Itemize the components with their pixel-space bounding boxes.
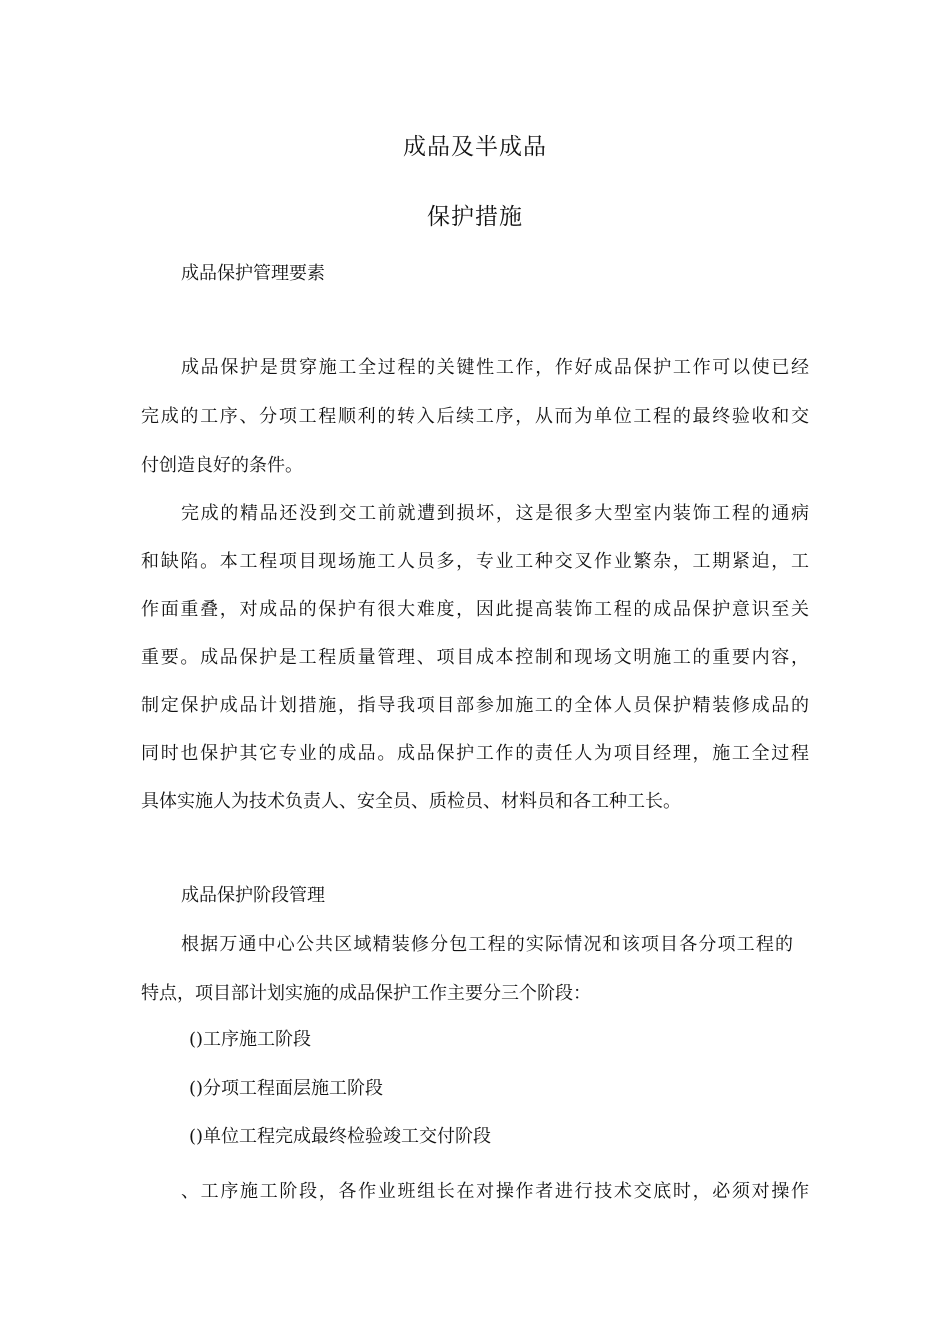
section-heading-stage-management: 成品保护阶段管理 [181,885,325,906]
paragraph-2-line-4: 重要。成品保护是工程质量管理、项目成本控制和现场文明施工的重要内容， [141,647,809,668]
section-heading-management-elements: 成品保护管理要素 [181,263,325,284]
stage-list-item: ()工序施工阶段 [189,1029,312,1050]
paragraph-1-line-3: 付创造良好的条件。 [141,455,303,476]
paragraph-2-line-2: 和缺陷。本工程项目现场施工人员多，专业工种交叉作业繁杂，工期紧迫，工 [141,551,809,572]
paragraph-3-line-2: 特点，项目部计划实施的成品保护工作主要分三个阶段： [141,983,591,1004]
paragraph-1-line-1: 成品保护是贯穿施工全过程的关键性工作，作好成品保护工作可以使已经 [181,357,809,378]
document-title-line-2: 保护措施 [427,204,523,230]
paragraph-3-line-1: 根据万通中心公共区域精装修分包工程的实际情况和该项目各分项工程的 [181,934,793,955]
stage-list-item: ()分项工程面层施工阶段 [189,1078,384,1099]
paragraph-4-line-1: 、工序施工阶段，各作业班组长在对操作者进行技术交底时，必须对操作 [181,1181,809,1202]
paragraph-2-line-7: 具体实施人为技术负责人、安全员、质检员、材料员和各工种工长。 [141,791,681,812]
paragraph-2-line-1: 完成的精品还没到交工前就遭到损坏，这是很多大型室内装饰工程的通病 [181,503,809,524]
stage-list-item: ()单位工程完成最终检验竣工交付阶段 [189,1126,492,1147]
document-title-line-1: 成品及半成品 [403,134,547,160]
paragraph-2-line-5: 制定保护成品计划措施，指导我项目部参加施工的全体人员保护精装修成品的 [141,695,809,716]
paragraph-2-line-6: 同时也保护其它专业的成品。成品保护工作的责任人为项目经理，施工全过程 [141,743,809,764]
paragraph-1-line-2: 完成的工序、分项工程顺利的转入后续工序，从而为单位工程的最终验收和交 [141,406,809,427]
paragraph-2-line-3: 作面重叠，对成品的保护有很大难度，因此提高装饰工程的成品保护意识至关 [141,599,809,620]
